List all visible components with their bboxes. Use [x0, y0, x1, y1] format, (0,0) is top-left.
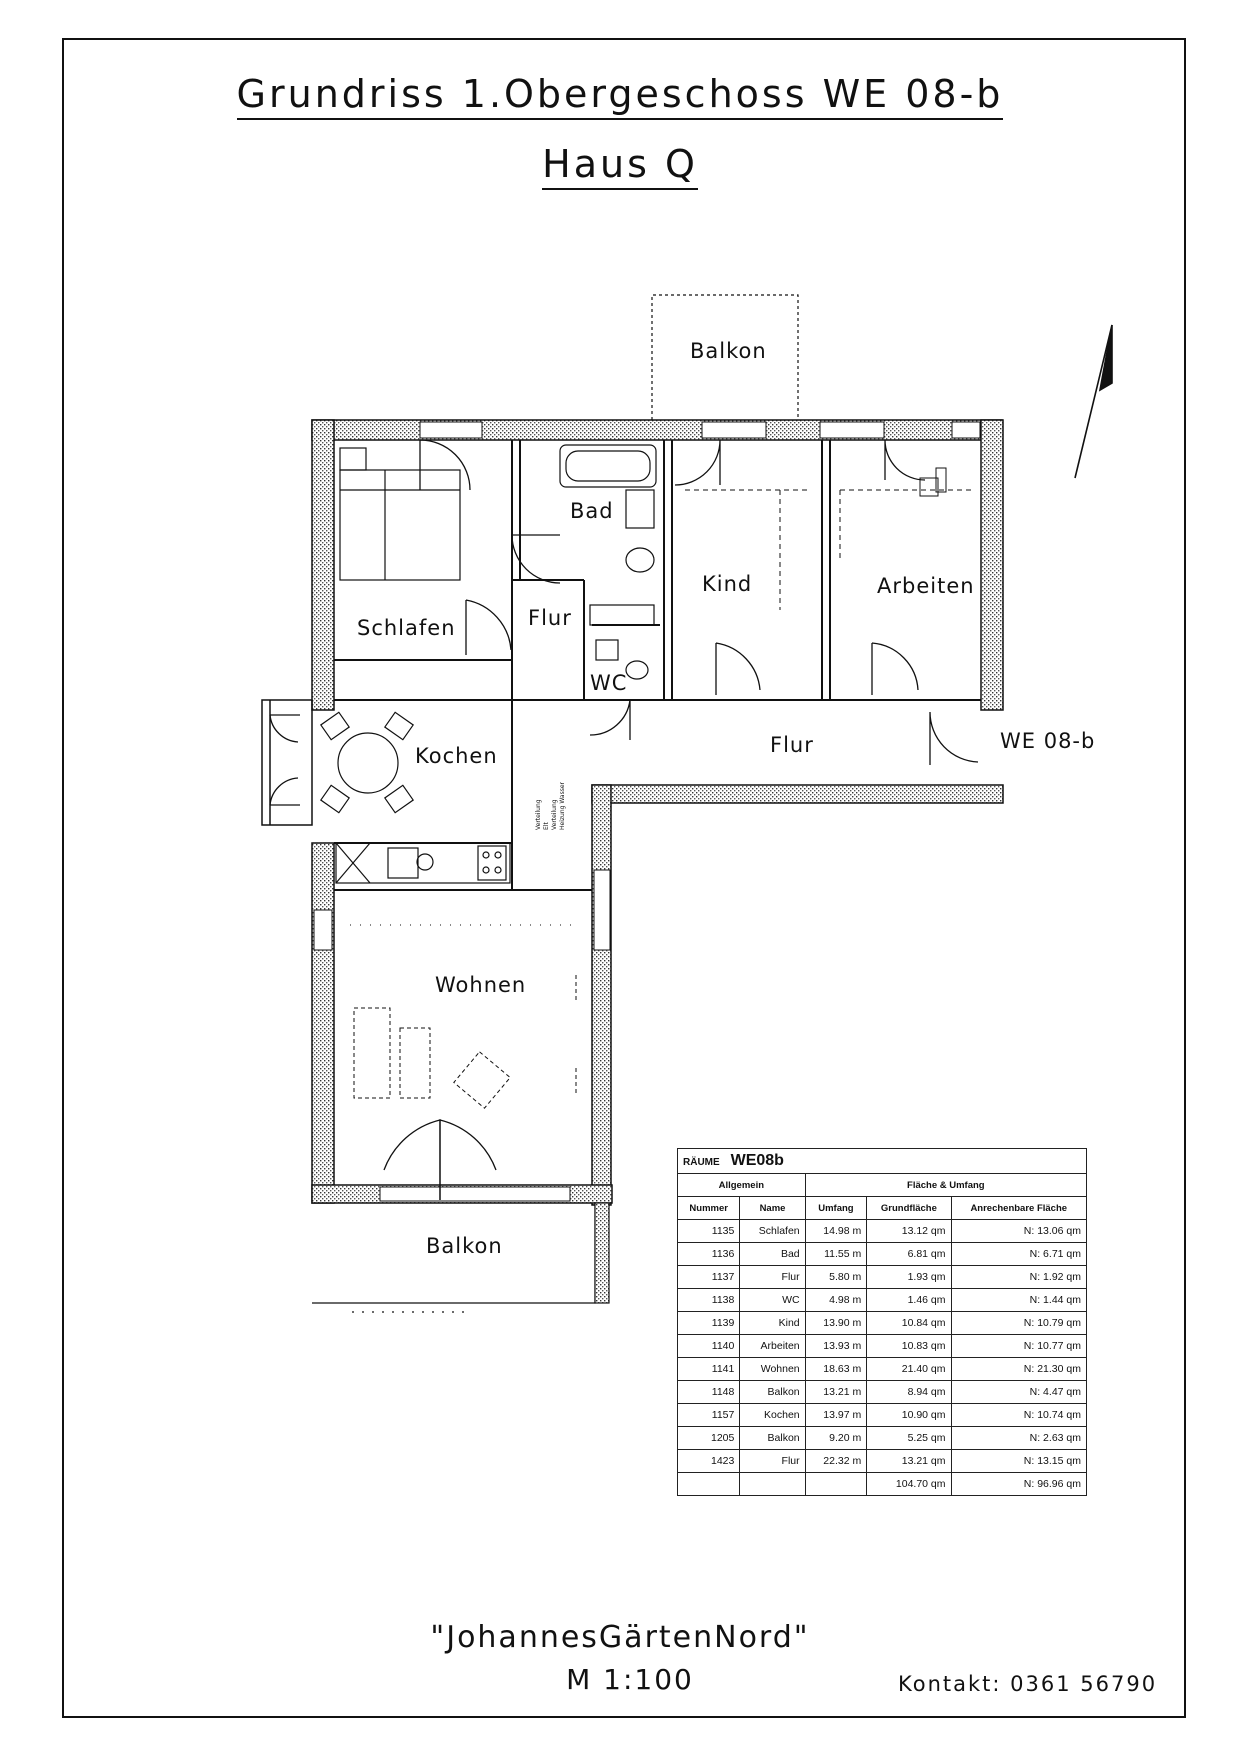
- room-label-flur-small: Flur: [528, 606, 572, 630]
- table-row: [678, 1335, 1087, 1358]
- cell-net-area: N: 10.74 qm: [951, 1404, 1086, 1427]
- table-header-row: [678, 1197, 1087, 1220]
- table-row: [678, 1312, 1087, 1335]
- unit-label: WE 08-b: [1000, 729, 1096, 753]
- dining-table: [321, 712, 413, 812]
- svg-text:Elt: Elt: [543, 822, 550, 830]
- cell-name: Kochen: [740, 1404, 805, 1427]
- table-row: [678, 1220, 1087, 1243]
- cell-number: 1148: [678, 1381, 740, 1404]
- project-name: "JohannesGärtenNord": [430, 1620, 810, 1655]
- cell-name: Wohnen: [740, 1358, 805, 1381]
- cell-area: 10.84 qm: [867, 1312, 951, 1335]
- cell-perimeter: 11.55 m: [805, 1243, 867, 1266]
- cell-number: 1205: [678, 1427, 740, 1450]
- total-net-area: N: 96.96 qm: [951, 1473, 1086, 1496]
- contact-label: Kontakt: 0361 56790: [898, 1672, 1158, 1696]
- cell-area: 10.90 qm: [867, 1404, 951, 1427]
- kitchen-counter: [336, 843, 510, 883]
- room-label-bad: Bad: [570, 499, 614, 523]
- bathroom-fixtures: [560, 445, 656, 679]
- table-row: [678, 1404, 1087, 1427]
- room-label-schlafen: Schlafen: [357, 616, 456, 640]
- cell-perimeter: 13.90 m: [805, 1312, 867, 1335]
- cell-area: 1.46 qm: [867, 1289, 951, 1312]
- table-total-row: [678, 1473, 1087, 1496]
- group-general: Allgemein: [678, 1174, 806, 1197]
- cell-number: 1139: [678, 1312, 740, 1335]
- cell-name: Balkon: [740, 1427, 805, 1450]
- room-label-kochen: Kochen: [415, 744, 498, 768]
- col-header-perimeter: Umfang: [805, 1197, 867, 1220]
- utility-labels: [535, 781, 566, 830]
- cell-net-area: N: 10.77 qm: [951, 1335, 1086, 1358]
- cell-name: Flur: [740, 1450, 805, 1473]
- cell-net-area: N: 13.06 qm: [951, 1220, 1086, 1243]
- table-row: [678, 1427, 1087, 1450]
- room-label-wohnen: Wohnen: [435, 973, 527, 997]
- cell-net-area: N: 4.47 qm: [951, 1381, 1086, 1404]
- cell-number: 1136: [678, 1243, 740, 1266]
- cell-perimeter: 22.32 m: [805, 1450, 867, 1473]
- cell-area: 10.83 qm: [867, 1335, 951, 1358]
- cell-area: 8.94 qm: [867, 1381, 951, 1404]
- col-header-net-area: Anrechenbare Fläche: [951, 1197, 1086, 1220]
- cell-number: 1138: [678, 1289, 740, 1312]
- col-header-number: Nummer: [678, 1197, 740, 1220]
- room-label-balkon-bottom: Balkon: [426, 1234, 503, 1258]
- cell-net-area: N: 10.79 qm: [951, 1312, 1086, 1335]
- col-header-area: Grundfläche: [867, 1197, 951, 1220]
- col-header-name: Name: [740, 1197, 805, 1220]
- room-schedule-table: [677, 1148, 1087, 1496]
- table-row: [678, 1289, 1087, 1312]
- plan-title: Grundriss 1.Obergeschoss WE 08-b: [0, 72, 1240, 120]
- cell-perimeter: 18.63 m: [805, 1358, 867, 1381]
- cell-net-area: N: 21.30 qm: [951, 1358, 1086, 1381]
- cell-net-area: N: 1.92 qm: [951, 1266, 1086, 1289]
- cell-area: 13.12 qm: [867, 1220, 951, 1243]
- cell-perimeter: 5.80 m: [805, 1266, 867, 1289]
- exterior-walls: [312, 420, 1003, 1205]
- svg-text:Verteilung: Verteilung: [551, 799, 558, 830]
- table-caption-id: WE08b: [730, 1152, 784, 1169]
- room-label-flur-main: Flur: [770, 733, 814, 757]
- cell-name: Bad: [740, 1243, 805, 1266]
- room-label-balkon-top: Balkon: [690, 339, 767, 363]
- svg-text:Verteilung: Verteilung: [535, 799, 542, 830]
- cell-net-area: N: 6.71 qm: [951, 1243, 1086, 1266]
- table-row: [678, 1266, 1087, 1289]
- cell-name: Kind: [740, 1312, 805, 1335]
- cell-perimeter: 9.20 m: [805, 1427, 867, 1450]
- table-row: [678, 1243, 1087, 1266]
- table-group-row: [678, 1174, 1087, 1197]
- table-body: [678, 1220, 1087, 1473]
- bed: [340, 448, 460, 580]
- cell-perimeter: 13.93 m: [805, 1335, 867, 1358]
- cell-net-area: N: 2.63 qm: [951, 1427, 1086, 1450]
- cell-number: 1141: [678, 1358, 740, 1381]
- cell-number: 1423: [678, 1450, 740, 1473]
- group-area: Fläche & Umfang: [805, 1174, 1086, 1197]
- living-furniture: [350, 925, 580, 1108]
- door-swings: [270, 440, 978, 1200]
- room-label-wc: WC: [590, 671, 628, 695]
- scale-label: M 1:100: [566, 1663, 694, 1696]
- room-label-arbeiten: Arbeiten: [877, 574, 975, 598]
- cell-name: Balkon: [740, 1381, 805, 1404]
- windows: [314, 422, 980, 1201]
- cell-number: 1140: [678, 1335, 740, 1358]
- table-row: [678, 1358, 1087, 1381]
- cell-name: Schlafen: [740, 1220, 805, 1243]
- cell-net-area: N: 1.44 qm: [951, 1289, 1086, 1312]
- svg-text:Heizung Wasser: Heizung Wasser: [559, 782, 566, 830]
- cell-name: Arbeiten: [740, 1335, 805, 1358]
- total-area: 104.70 qm: [867, 1473, 951, 1496]
- cell-perimeter: 4.98 m: [805, 1289, 867, 1312]
- cell-area: 5.25 qm: [867, 1427, 951, 1450]
- cell-number: 1157: [678, 1404, 740, 1427]
- cell-area: 1.93 qm: [867, 1266, 951, 1289]
- interior-walls: [334, 440, 981, 890]
- desk-chair: [920, 468, 946, 496]
- cell-area: 6.81 qm: [867, 1243, 951, 1266]
- cell-name: Flur: [740, 1266, 805, 1289]
- north-arrow-icon: [1075, 325, 1112, 478]
- table-row: [678, 1381, 1087, 1404]
- cell-area: 21.40 qm: [867, 1358, 951, 1381]
- cell-name: WC: [740, 1289, 805, 1312]
- plan-subtitle: Haus Q: [0, 142, 1240, 190]
- cell-number: 1137: [678, 1266, 740, 1289]
- kitchen-bay: [262, 700, 312, 825]
- cell-perimeter: 13.97 m: [805, 1404, 867, 1427]
- cell-perimeter: 13.21 m: [805, 1381, 867, 1404]
- room-label-kind: Kind: [702, 572, 753, 596]
- table-row: [678, 1450, 1087, 1473]
- table-caption-prefix: RÄUME: [683, 1157, 720, 1168]
- cell-number: 1135: [678, 1220, 740, 1243]
- table-caption-row: [678, 1149, 1087, 1174]
- cell-area: 13.21 qm: [867, 1450, 951, 1473]
- cell-net-area: N: 13.15 qm: [951, 1450, 1086, 1473]
- cell-perimeter: 14.98 m: [805, 1220, 867, 1243]
